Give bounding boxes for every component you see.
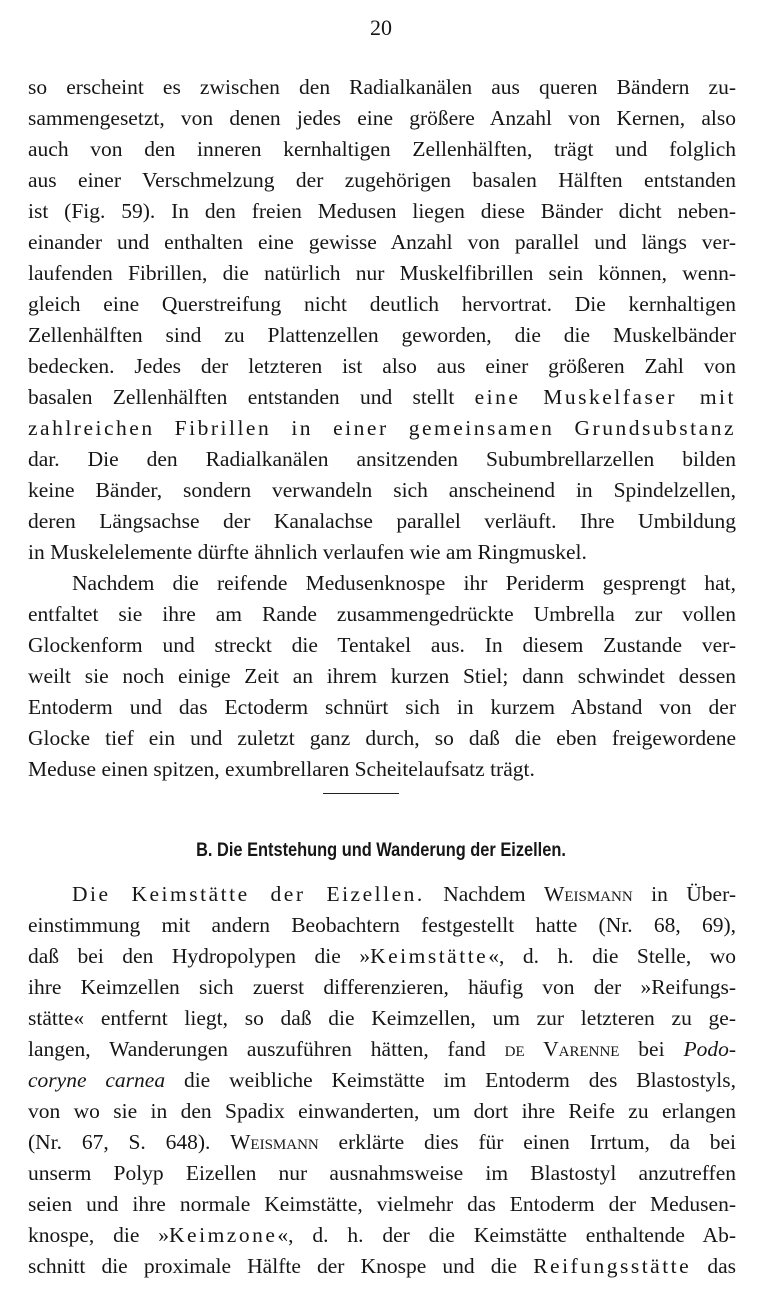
- text-segment: Die Keimstätte der Eizellen.: [72, 882, 425, 906]
- text-line: auch von den inneren kernhaltigen Zellenhälften, trägt und folglich: [28, 137, 736, 161]
- text-segment: Podo-: [683, 1037, 736, 1061]
- text-line: weilt sie noch einige Zeit an ihrem kurzen Stiel; dann schwindet dessen: [28, 664, 736, 688]
- text-line: ihre Keimzellen sich zuerst differenzieren, häufig von der »Reifungs-: [28, 975, 736, 999]
- text-segment: daß bei den Hydropolypen die »: [28, 944, 371, 968]
- text-segment: die weibliche Keimstätte im Entoderm des Blastostyls,: [165, 1068, 737, 1092]
- text-line: in Muskelelemente dürfte ähnlich verlaufen wie am Ringmuskel.: [28, 540, 587, 564]
- paragraph-1: [28, 72, 736, 568]
- paragraph-2: [28, 568, 736, 785]
- text-line: aus einer Verschmelzung der zugehörigen basalen Hälften entstanden: [28, 168, 736, 192]
- text-segment: bei: [619, 1037, 684, 1061]
- text-segment: «, d. h. die Stelle, wo: [488, 944, 736, 968]
- text-line: deren Längsachse der Kanalachse parallel verläuft. Ihre Umbildung: [28, 509, 736, 533]
- text-line: [28, 1127, 736, 1158]
- text-line: Glocke tief ein und zuletzt ganz durch, so daß die eben freigewordene: [28, 726, 736, 750]
- page-number: 20: [370, 15, 392, 40]
- text-segment: in Über-: [632, 882, 736, 906]
- text-segment: «, d. h. der die Keimstätte enthaltende Ab-: [277, 1223, 736, 1247]
- text-line: dar. Die den Radialkanälen ansitzenden Subumbrellarzellen bilden: [28, 447, 736, 471]
- text-line: so erscheint es zwischen den Radialkanälen aus queren Bändern zu-: [28, 75, 736, 99]
- text-segment: Weismann: [544, 882, 633, 906]
- text-line: [28, 941, 736, 972]
- text-line: Entoderm und das Ectoderm schnürt sich in kurzem Abstand von der: [28, 695, 736, 719]
- text-segment: zahlreichen Fibrillen in einer gemeinsamen Grundsubstanz: [28, 416, 736, 440]
- text-segment: eine Muskelfaser mit: [474, 385, 736, 409]
- text-line: Zellenhälften sind zu Plattenzellen geworden, die die Muskelbänder: [28, 323, 736, 347]
- text-line: [28, 879, 736, 910]
- text-line: [28, 382, 736, 413]
- text-line: von wo sie in den Spadix einwanderten, um dort ihre Reife zu erlangen: [28, 1099, 736, 1123]
- text-line: unserm Polyp Eizellen nur ausnahmsweise im Blastostyl anzutreffen: [28, 1161, 736, 1185]
- text-line: einander und enthalten eine gewisse Anzahl von parallel und längs ver-: [28, 230, 736, 254]
- text-segment: knospe, die »: [28, 1223, 170, 1247]
- text-line: Glockenform und streckt die Tentakel aus. In diesem Zustande ver-: [28, 633, 736, 657]
- text-segment: de Varenne: [504, 1037, 620, 1061]
- text-segment: Keimstätte: [370, 944, 489, 968]
- paragraph-3: [28, 879, 736, 1282]
- text-segment: Keimzone: [169, 1223, 278, 1247]
- text-segment: erklärte dies für einen Irrtum, da bei: [318, 1130, 736, 1154]
- text-segment: das: [691, 1254, 736, 1278]
- text-line: gleich eine Querstreifung nicht deutlich hervortrat. Die kernhaltigen: [28, 292, 736, 316]
- text-line: einstimmung mit andern Beobachtern festgestellt hatte (Nr. 68, 69),: [28, 913, 736, 937]
- text-line: ist (Fig. 59). In den freien Medusen liegen diese Bänder dicht neben-: [28, 199, 736, 223]
- text-line: [28, 413, 736, 444]
- text-line: Nachdem die reifende Medusenknospe ihr Periderm gesprengt hat,: [72, 571, 736, 595]
- text-line: [28, 1034, 736, 1065]
- section-heading: B. Die Entstehung und Wanderung der Eizellen.: [196, 839, 566, 861]
- text-line: entfaltet sie ihre am Rande zusammengedrückte Umbrella zur vollen: [28, 602, 736, 626]
- text-segment: (Nr. 67, S. 648).: [28, 1130, 231, 1154]
- text-segment: basalen Zellenhälften entstanden und stellt: [28, 385, 475, 409]
- text-segment: Weismann: [230, 1130, 319, 1154]
- section-divider: [323, 793, 399, 794]
- text-line: seien und ihre normale Keimstätte, vielmehr das Entoderm der Medusen-: [28, 1192, 736, 1216]
- text-line: [28, 1251, 736, 1282]
- text-segment: Nachdem: [424, 882, 545, 906]
- text-line: laufenden Fibrillen, die natürlich nur Muskelfibrillen sein können, wenn-: [28, 261, 736, 285]
- text-segment: Reifungsstätte: [533, 1254, 692, 1278]
- text-line: stätte« entfernt liegt, so daß die Keimzellen, um zur letzteren zu ge-: [28, 1006, 736, 1030]
- text-line: Meduse einen spitzen, exumbrellaren Scheitelaufsatz trägt.: [28, 757, 535, 781]
- text-segment: coryne carnea: [28, 1068, 166, 1092]
- text-line: bedecken. Jedes der letzteren ist also aus einer größeren Zahl von: [28, 354, 736, 378]
- text-line: [28, 1065, 736, 1096]
- text-segment: langen, Wanderungen auszuführen hätten, fand: [28, 1037, 505, 1061]
- text-segment: schnitt die proximale Hälfte der Knospe und die: [28, 1254, 534, 1278]
- text-line: sammengesetzt, von denen jedes eine größere Anzahl von Kernen, also: [28, 106, 736, 130]
- text-line: keine Bänder, sondern verwandeln sich anscheinend in Spindelzellen,: [28, 478, 736, 502]
- text-line: [28, 1220, 736, 1251]
